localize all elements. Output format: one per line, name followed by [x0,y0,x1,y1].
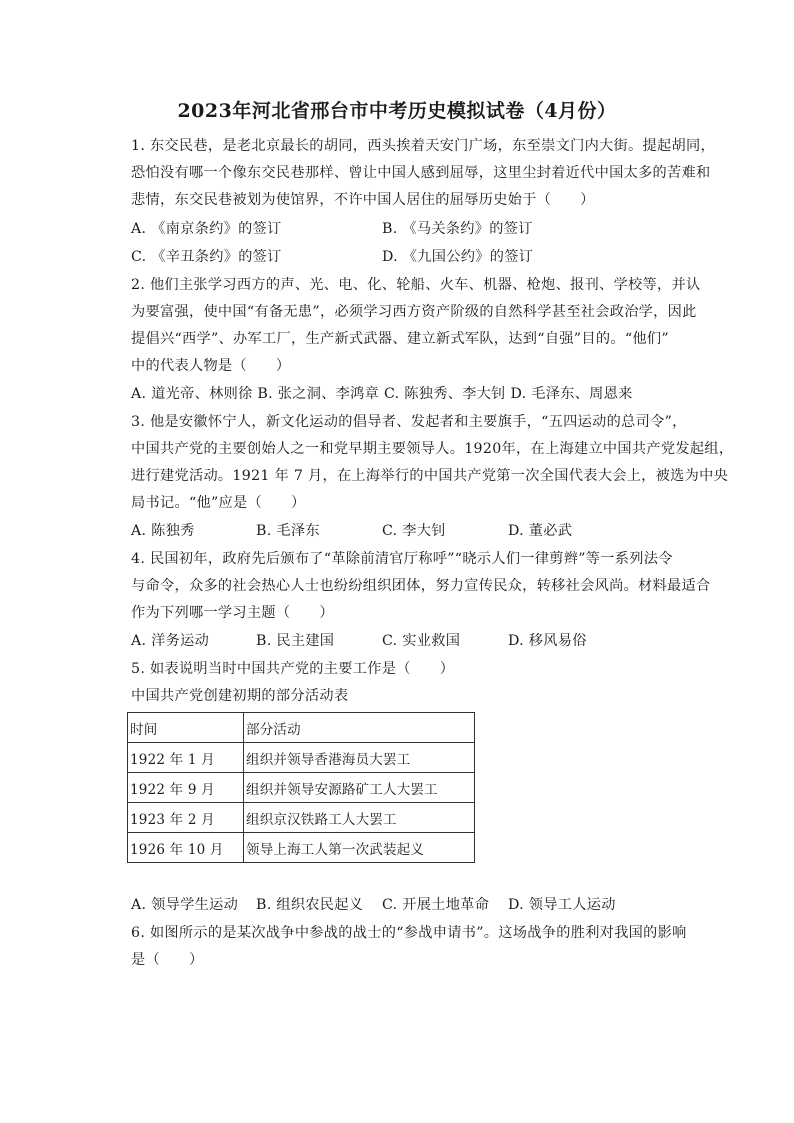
q3-line-1: 3. 他是安徽怀宁人，新文化运动的倡导者、发起者和主要旗手，“五四运动的总司令”， [131,414,687,430]
table-caption: 中国共产党创建初期的部分活动表 [131,688,349,704]
table-cell-activity: 组织京汉铁路工人大罢工 [244,803,475,833]
table-row [128,773,475,803]
q1-option-c: C. 《辛丑条约》的签订 [131,249,282,265]
q2-line-2: 为要富强，使中国“有备无患”，必须学习西方资产阶级的自然科学甚至社会政治学，因此 [131,304,697,320]
q3-line-4: 局书记。“他”应是（ ） [131,495,306,511]
q4-line-3: 作为下列哪一学习主题（ ） [131,605,334,621]
table-header-cell: 部分活动 [244,713,475,743]
table-cell-date: 1926 年 10 月 [128,833,244,863]
q6-line-1: 6. 如图所示的是某次战争中参战的战士的“参战申请书”。这场战争的胜利对我国的影响 [131,925,687,941]
q4-line-1: 4. 民国初年，政府先后颁布了“革除前清官厅称呼”“晓示人们一律剪辫”等一系列法令 [131,551,673,567]
q3-option-d: D. 董必武 [508,523,573,539]
table-cell-activity: 组织并领导安源路矿工人大罢工 [244,773,475,803]
q1-option-d: D. 《九国公约》的签订 [382,249,534,265]
table-row [128,803,475,833]
q1-option-b: B. 《马关条约》的签订 [382,221,533,237]
q4-option-d: D. 移风易俗 [508,633,587,649]
q2-line-4: 中的代表人物是（ ） [131,358,291,374]
q3-line-2: 中国共产党的主要创始人之一和党早期主要领导人。1920年，在上海建立中国共产党发起组， [131,441,734,457]
table-row [128,743,475,773]
q3-option-a: A. 陈独秀 [131,523,195,539]
exam-title: 2023年河北省邢台市中考历史模拟试卷（4月份） [177,100,617,122]
table-cell-date: 1922 年 9 月 [128,773,244,803]
q4-line-2: 与命令，众多的社会热心人士也纷纷组织团体，努力宣传民众，转移社会风尚。材料最适合 [131,578,711,594]
q3-option-c: C. 李大钊 [382,523,446,539]
q2-options: A. 道光帝、林则徐 B. 张之洞、李鸿章 C. 陈独秀、李大钊 D. 毛泽东、周恩来 [131,386,633,402]
q6-line-2: 是（ ） [131,952,204,968]
q5-option-c: C. 开展土地革命 [382,897,490,913]
table-header-cell: 时间 [128,713,244,743]
q2-line-3: 提倡兴“西学”、办军工厂，生产新式武器、建立新式军队，达到“自强”目的。“他们” [131,331,669,347]
q5-option-a: A. 领导学生运动 [131,897,239,913]
q4-option-b: B. 民主建国 [256,633,335,649]
q3-option-b: B. 毛泽东 [256,523,320,539]
q2-line-1: 2. 他们主张学习西方的声、光、电、化、轮船、火车、机器、枪炮、报刊、学校等，并认 [131,277,701,293]
q4-option-c: C. 实业救国 [382,633,461,649]
table-cell-activity: 领导上海工人第一次武装起义 [244,833,475,863]
table-cell-date: 1923 年 2 月 [128,803,244,833]
activities-table [127,712,475,863]
q1-line-2: 恐怕没有哪一个像东交民巷那样、曾让中国人感到屈辱，这里尘封着近代中国太多的苦难和 [131,165,711,181]
q1-line-3: 悲情，东交民巷被划为使馆界，不许中国人居住的屈辱历史始于（ ） [131,192,595,208]
table-row [128,833,475,863]
table-header-row [128,713,475,743]
q3-line-3: 进行建党活动。1921 年 7 月，在上海举行的中国共产党第一次全国代表大会上，被选为中央 [131,468,729,484]
q5-option-b: B. 组织农民起义 [256,897,364,913]
q4-option-a: A. 洋务运动 [131,633,210,649]
q5-line-1: 5. 如表说明当时中国共产党的主要工作是（ ） [131,661,455,677]
table-cell-date: 1922 年 1 月 [128,743,244,773]
table-cell-activity: 组织并领导香港海员大罢工 [244,743,475,773]
q1-option-a: A. 《南京条约》的签订 [131,221,282,237]
q1-line-1: 1. 东交民巷，是老北京最长的胡同，西头挨着天安门广场，东至崇文门内大街。提起胡同， [131,138,715,154]
q5-option-d: D. 领导工人运动 [508,897,616,913]
